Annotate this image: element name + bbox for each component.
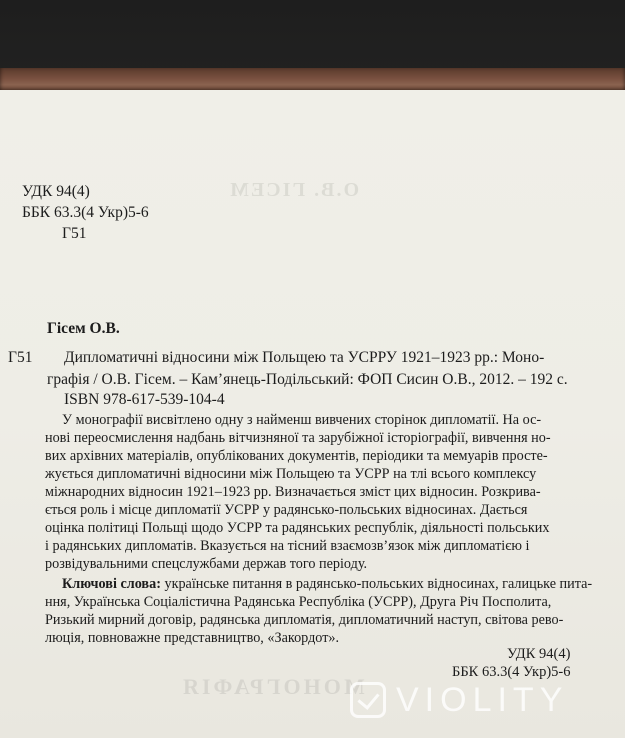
violity-watermark — [350, 677, 568, 723]
show-through-text-top: О.В. ГІСЕМ — [228, 179, 360, 201]
keywords-first-line — [62, 576, 592, 594]
abstract-line: ється роль і місце дипломатії УСРР у радянсько-польських відносинах. Дається — [45, 502, 528, 518]
keywords-line: ння, Українська Соціалістична Радянська Республіка (УСРР), Друга Річ Посполита, — [45, 594, 552, 610]
watermark-text: VIOLITY — [396, 680, 569, 719]
bbk-top: ББК 63.3(4 Укр)5-6 — [22, 204, 149, 221]
keywords-text: українське питання в радянсько-польських відносинах, галицьке пита- — [160, 576, 593, 592]
violity-logo-icon — [350, 682, 386, 718]
abstract-line: оцінка політиці Польщі щодо УСРР та радянських республік, діяльності польських — [45, 520, 550, 536]
udk-top: УДК 94(4) — [22, 183, 90, 200]
abstract-line: вих архівних матеріалів, опублікованих документів, періодики та мемуарів просте- — [45, 448, 548, 464]
abstract-line: нові переосмислення надбань вітчизняної та зарубіжної історіографії, вивчення но- — [45, 430, 551, 446]
bbk-bottom: ББК 63.3(4 Укр)5-6 — [452, 664, 571, 680]
abstract-line: жується дипломатичні відносини між Польщею та УСРР на тлі всього комплексу — [45, 466, 537, 482]
abstract-line: і радянських дипломатів. Вказується на тісний взаємозв’язок між дипломатією і — [45, 538, 530, 554]
show-through-text-bottom: МОНОГРАФІЯ — [180, 674, 365, 699]
keywords-label: Ключові слова: — [62, 576, 161, 592]
code-side: Г51 — [8, 349, 33, 366]
isbn: ISBN 978-617-539-104-4 — [64, 391, 225, 408]
bib-line-1: Дипломатичні відносини між Польщею та УСРРУ 1921–1923 рр.: Моно- — [64, 349, 545, 366]
abstract-line: розвідувальними спецслужбами держав того періоду. — [45, 556, 368, 572]
author-name: Гісем О.В. — [47, 320, 120, 337]
keywords-line: люція, повноважне представництво, «Закордот». — [45, 630, 340, 646]
keywords-line: Ризький мирний договір, радянська дипломатія, дипломатичний наступ, світова рево- — [45, 612, 564, 628]
book-cover-edge — [0, 68, 625, 92]
udk-bottom: УДК 94(4) — [507, 646, 571, 662]
abstract-line: міжнародних відносин 1921–1923 рр. Визначається зміст цих відносин. Розкрива- — [45, 484, 541, 500]
abstract-line: У монографії висвітлено одну з найменш вивчених сторінок дипломатії. На ос- — [62, 412, 542, 428]
bib-line-2: графія / О.В. Гісем. – Кам’янець-Подільський: ФОП Сисин О.В., 2012. – 192 с. — [47, 371, 568, 388]
code-top: Г51 — [62, 225, 87, 242]
book-page — [0, 90, 625, 738]
